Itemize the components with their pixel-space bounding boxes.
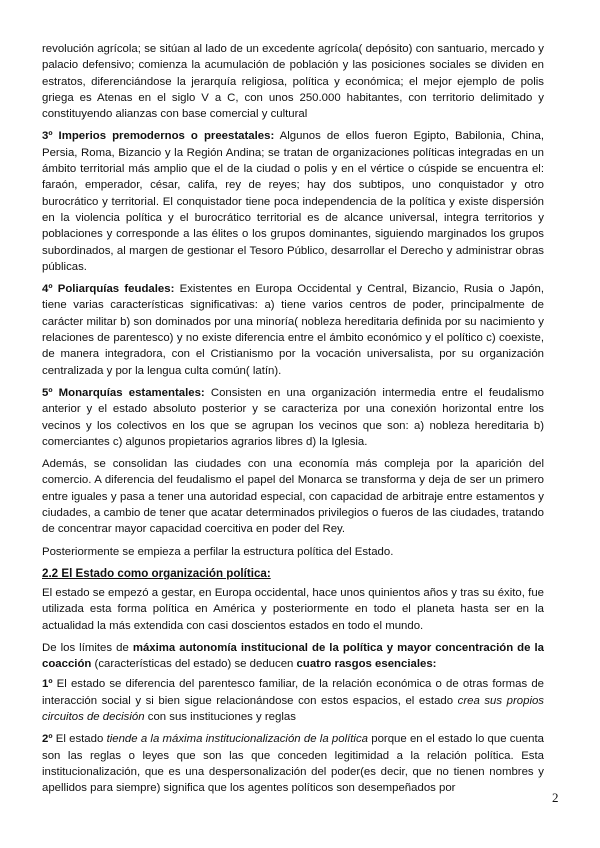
paragraph-estado-gestar: El estado se empezó a gestar, en Europa occidental, hace unos quinientos años y tras su éxito, fue utilizada esta forma política en América y posteriormente en todo el planeta hasta ser en la actualidad la más extendida con casi doscientos estados en todo el mundo. <box>42 586 544 632</box>
rasgo-2-text-c: porque en el estado lo que cuenta son las reglas o leyes que son las que conceden legitimidad a la relación política. Esta institucionalización, que es una despersonalización del poder(es decir, que no tienen nombres y apellidos para siempre) significa que los agentes políticos son desempeñados por <box>42 733 544 795</box>
paragraph-monarquias <box>42 385 544 450</box>
section-heading: 2.2 El Estado como organización política: <box>42 566 271 580</box>
rasgo-2-number: 2º <box>42 733 53 746</box>
paragraph-rasgo-1 <box>42 676 544 725</box>
text-poliarquias: Existentes en Europa Occidental y Central, Bizancio, Rusia o Japón, tiene varias características significativas: a) tiene varios centros de poder, principalmente de carácter militar b) son dominados por una minoría( nobleza hereditaria definida por su nacimiento y relaciones de parentesco) y no existe diferencia entre el ámbito económico y el político c) coexiste, de manera integradora, con el Cristianismo por la vocación universalista, por su organización centralizada y por la lengua culta común( latín). <box>42 283 544 377</box>
rasgo-1-text-a: El estado se diferencia del parentesco familiar, de la relación económica o de otras formas de interacción social y si bien sigue relacionándose con estos espacios, el estado <box>42 678 544 707</box>
text-limites-bold: máxima autonomía institucional de la política y mayor concentración de la coacción <box>42 641 544 671</box>
rasgo-1-italic: crea sus propios circuitos de decisión <box>42 694 545 723</box>
page-body <box>42 41 544 802</box>
paragraph-poliarquias <box>42 281 544 379</box>
text-limites-c: (características del estado) se deducen <box>91 658 297 671</box>
heading-imperios: 3º Imperios premodernos o preestatales: <box>42 130 275 143</box>
paragraph-posteriormente: Posteriormente se empieza a perfilar la estructura política del Estado. <box>42 545 394 558</box>
rasgo-2-text-a: El estado <box>52 733 107 746</box>
paragraph-imperios <box>42 128 544 275</box>
heading-poliarquias: 4º Poliarquías feudales: <box>42 283 175 296</box>
text-rasgos-bold: cuatro rasgos esenciales: <box>296 658 437 671</box>
paragraph-ciudades: Además, se consolidan las ciudades con una economía más compleja por la aparición del comercio. A diferencia del feudalismo el papel del Monarca se transforma y deja de ser un primero entre iguales y pasa a tener una autoridad especial, con capacidad de arbitraje entre estamentos y ciudades, a cambio de tener que acatar determinados privilegios o fueros de las ciudades, tratando de concentrar mayor capacidad coercitiva en poder del Rey. <box>42 458 544 536</box>
heading-monarquias: 5º Monarquías estamentales: <box>42 386 205 399</box>
text-monarquias: Consisten en una organización intermedia entre el feudalismo anterior y el estado absoluto posterior y se caracteriza por una conexión horizontal entre los vecinos y los colectivos en los que se agrupan los vecinos que son: a) nobleza hereditaria b) comerciantes c) algunos propietarios agrarios libres d) la Iglesia. <box>42 386 544 448</box>
text-imperios: Algunos de ellos fueron Egipto, Babilonia, China, Persia, Roma, Bizancio y la Región Andina; se tratan de organizaciones políticas integradas en un ámbito territorial más amplio que el de la ciudad o polis y en el vértice o cúspide se encuentra el: faraón, emperador, césar, califa, rey de reyes; hay dos subtipos, uno conquistador y otro burocrático y territorial. El conquistador tiene poca independencia de la política y existe dispersión en la violencia política y el burocrático territorial es de alcance universal, integra territorios y poblaciones y corresponde a las élites o los grupos dominantes, siguiendo marginados los grupos subordinados, al margen de gestionar el Tesoro Público, desarrollar el Derecho y administrar obras públicas. <box>42 130 544 273</box>
rasgo-2-italic: tiende a la máxima institucionalización de la política <box>106 733 368 746</box>
paragraph-polis: revolución agrícola; se sitúan al lado de un excedente agrícola( depósito) con santuario, mercado y palacio defensivo; comienza la acumulación de población y las posiciones sociales se dividen en estratos, diferenciándose la jerarquía religiosa, política y económica; el mejor ejemplo de polis griega es Atenas en el siglo V a C, con unos 250.000 habitantes, con territorio delimitado y constituyendo alianzas con base comercial y cultural <box>42 43 544 121</box>
paragraph-rasgo-2 <box>42 731 544 796</box>
page-number: 2 <box>552 790 559 805</box>
paragraph-limites <box>42 640 544 673</box>
rasgo-1-text-c: con sus instituciones y reglas <box>144 710 296 723</box>
rasgo-1-number: 1º <box>42 678 53 691</box>
text-limites-a: De los límites de <box>42 641 133 654</box>
